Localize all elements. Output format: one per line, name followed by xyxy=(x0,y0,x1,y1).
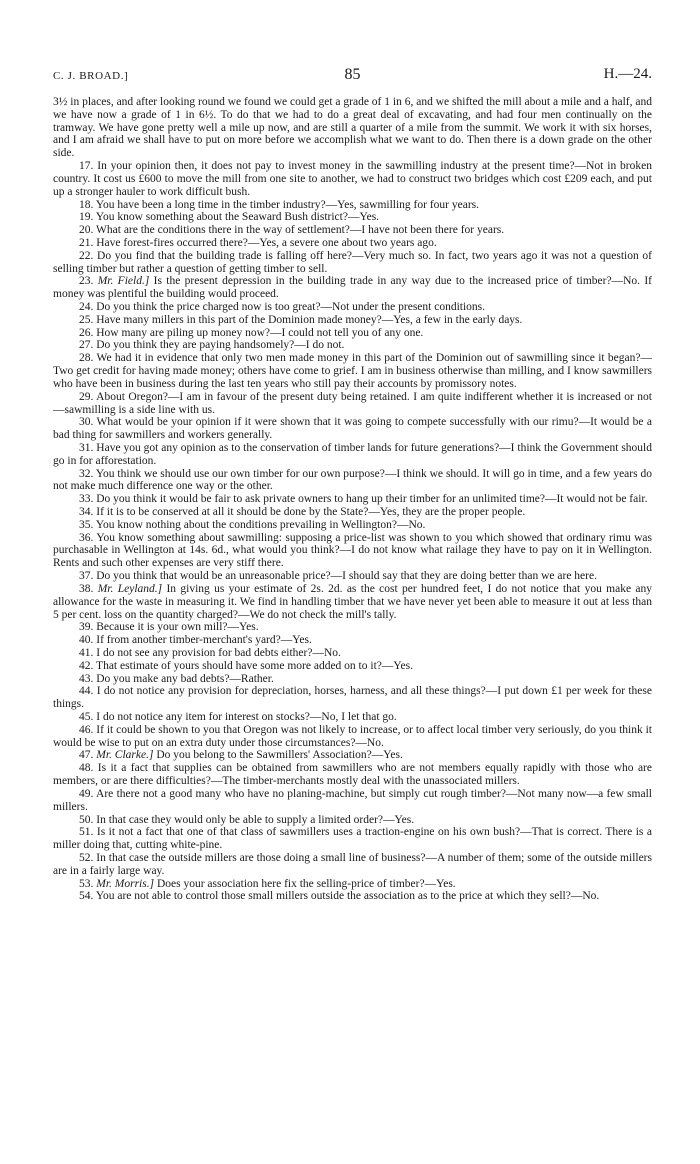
testimony-paragraph: 37. Do you think that would be an unreasonable price?—I should say that they are doing better than we are here. xyxy=(79,570,597,583)
witness-name: C. J. BROAD.] xyxy=(53,70,129,82)
paragraph-text: Does your association here fix the selling-price of timber?—Yes. xyxy=(154,877,456,890)
testimony-paragraph: 31. Have you got any opinion as to the conservation of timber lands for future generations?—I think the Government should go in for afforestation. xyxy=(53,441,652,467)
testimony-paragraph xyxy=(53,749,652,762)
testimony-paragraph xyxy=(53,878,652,891)
testimony-paragraph: 50. In that case they would only be able to supply a limited order?—Yes. xyxy=(79,813,415,826)
testimony-paragraph: 20. What are the conditions there in the way of settlement?—I have not been there for years. xyxy=(79,224,505,237)
question-number: 53. xyxy=(79,877,97,890)
testimony-paragraph: 21. Have forest-fires occurred there?—Yes, a severe one about two years ago. xyxy=(79,236,437,249)
testimony-paragraph: 18. You have been a long time in the timber industry?—Yes, sawmilling for four years. xyxy=(79,198,479,211)
testimony-paragraph: 49. Are there not a good many who have no planing-machine, but simply cut rough timber?—Not many now—a few small millers. xyxy=(53,787,652,813)
page-number: 85 xyxy=(344,66,361,83)
paragraph-text: Is the present depression in the building trade in any way due to the increased price of timber?—No. If money was plentiful the building would proceed. xyxy=(53,275,653,301)
testimony-paragraph: 46. If it could be shown to you that Oregon was not likely to increase, or to affect local timber very seriously, do you think it would be wise to put on an extra duty under those circumstances?—No. xyxy=(53,723,652,749)
document-body xyxy=(53,96,652,903)
testimony-paragraph: 43. Do you make any bad debts?—Rather. xyxy=(79,672,274,685)
testimony-paragraph xyxy=(53,275,652,301)
testimony-paragraph: 24. Do you think the price charged now is too great?—Not under the present conditions. xyxy=(79,301,486,313)
speaker-name: Mr. Clarke.] xyxy=(96,749,154,762)
paragraph-text: Do you belong to the Sawmillers' Association?—Yes. xyxy=(153,749,403,762)
testimony-paragraph: 25. Have many millers in this part of the Dominion made money?—Yes, a few in the early days. xyxy=(79,313,523,326)
testimony-paragraph: 19. You know something about the Seaward Bush district?—Yes. xyxy=(79,211,380,224)
testimony-paragraph: 42. That estimate of yours should have some more added on to it?—Yes. xyxy=(79,659,413,672)
testimony-paragraph: 3½ in places, and after looking round we found we could get a grade of 1 in 6, and we shifted the mill about a mile and a half, and we have now a grade of 1 in 6½. To do that we had to do a great deal of excavating, and had four men continually on the tramway. We have gone pretty well a mile up now, and are still a quarter of a mile from the summit. We work it with six horses, and I am afraid we shall have to put on more before we accomplish what we want to do. Then there is a down grade on the other side. xyxy=(53,96,652,160)
testimony-paragraph: 39. Because it is your own mill?—Yes. xyxy=(79,621,259,634)
testimony-paragraph: 40. If from another timber-merchant's yard?—Yes. xyxy=(79,634,312,647)
testimony-paragraph: 35. You know nothing about the conditions prevailing in Wellington?—No. xyxy=(79,518,426,531)
testimony-paragraph: 27. Do you think they are paying handsomely?—I do not. xyxy=(79,339,345,352)
document-code: H.—24. xyxy=(603,66,652,82)
question-number: 47. xyxy=(79,749,97,762)
testimony-paragraph: 26. How many are piling up money now?—I could not tell you of any one. xyxy=(79,326,424,339)
testimony-paragraph: 22. Do you find that the building trade is falling off here?—Very much so. In fact, two years ago it was not a question of selling timber but rather a question of getting timber to sell. xyxy=(53,249,652,275)
testimony-paragraph: 29. About Oregon?—I am in favour of the present duty being retained. I am quite indifferent whether it is increased or not—sawmilling is a side line with us. xyxy=(53,390,652,416)
testimony-paragraph: 33. Do you think it would be fair to ask private owners to hang up their timber for an unlimited time?—It would not be fair. xyxy=(79,493,648,506)
testimony-paragraph: 30. What would be your opinion if it were shown that it was going to compete successfully with our rimu?—It would be a bad thing for sawmillers and workers generally. xyxy=(53,416,652,442)
testimony-paragraph: 51. Is it not a fact that one of that class of sawmillers uses a traction-engine on his own bush?—That is correct. There is a miller doing that, cutting white-pine. xyxy=(53,826,652,852)
testimony-paragraph: 48. Is it a fact that supplies can be obtained from sawmillers who are not members equally rapidly with those who are members, or are there difficulties?—The timber-merchants mostly deal with the unassociated millers. xyxy=(53,762,652,788)
page-header xyxy=(53,60,652,96)
testimony-paragraph: 32. You think we should use our own timber for our own purpose?—I think we should. It will go in time, and a few years do not make much difference one way or the other. xyxy=(53,467,652,493)
speaker-name: Mr. Leyland.] xyxy=(97,582,163,595)
testimony-paragraph: 36. You know something about sawmilling: supposing a price-list was shown to you which showed that ordinary rimu was purchasable in Wellington at 14s. 6d., what would you think?—I do not know what railage they have to pay on it in Wellington. Rents and such other expenses are very stiff there. xyxy=(53,531,652,570)
testimony-paragraph: 41. I do not see any provision for bad debts either?—No. xyxy=(79,646,341,659)
testimony-paragraph: 34. If it is to be conserved at all it should be done by the State?—Yes, they are the proper people. xyxy=(79,506,526,518)
question-number: 23. xyxy=(79,275,98,288)
testimony-paragraph: 45. I do not notice any item for interest on stocks?—No, I let that go. xyxy=(79,711,397,723)
testimony-paragraph: 52. In that case the outside millers are those doing a small line of business?—A number of them; some of the outside millers are in a fairly large way. xyxy=(53,851,652,877)
testimony-paragraph: 17. In your opinion then, it does not pay to invest money in the sawmilling industry at the present time?—Not in broken country. It cost us £600 to move the mill from one site to another, we had to construct two bridges which cost £209 each, and put up a stronger hauler to work difficult bush. xyxy=(53,160,652,198)
testimony-paragraph: 44. I do not notice any provision for depreciation, horses, harness, and all these things?—I put down £1 per week for these things. xyxy=(53,685,652,711)
speaker-name: Mr. Morris.] xyxy=(96,877,155,890)
testimony-paragraph xyxy=(53,583,652,621)
speaker-name: Mr. Field.] xyxy=(97,275,150,288)
question-number: 38. xyxy=(79,582,98,595)
testimony-paragraph: 54. You are not able to control those small millers outside the association as to the price at which they sell?—No. xyxy=(79,890,600,903)
testimony-paragraph: 28. We had it in evidence that only two men made money in this part of the Dominion out of sawmilling since it began?—Two get credit for having made money; others have come to grief. I am in business otherwise than milling, and I know sawmillers who have been in business during the last ten years who still pay their accounts by promissory notes. xyxy=(53,352,652,390)
paragraph-text: In giving us your estimate of 2s. 2d. as the cost per hundred feet, I do not notice that you make any allowance for the waste in measuring it. We find in handling timber that we have never yet been able to measure it out at less than 5 per cent. loss on the quantity charged?—We do not check the mill's tally. xyxy=(53,582,653,621)
